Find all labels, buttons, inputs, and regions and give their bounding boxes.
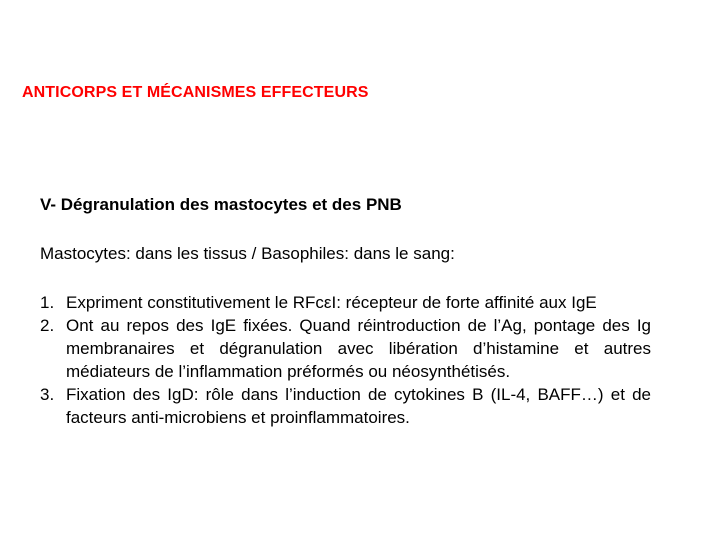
list-item-2 <box>40 314 651 383</box>
slide-title: ANTICORPS ET MÉCANISMES EFFECTEURS <box>22 84 369 101</box>
list-item-number: 3. <box>40 385 55 404</box>
list-item-3 <box>40 383 651 429</box>
list-item-text: Ont au repos des IgE fixées. Quand réintroduction de l’Ag, pontage des Ig membranaires et dégranulation avec libération d’histamine et autres médiateurs de l’inflammation préformés ou néosynthétisés. <box>66 316 651 381</box>
list-item-text: Fixation des IgD: rôle dans l’induction de cytokines B (IL-4, BAFF…) et de facteurs anti-microbiens et proinflammatoires. <box>66 385 651 427</box>
numbered-list <box>40 291 651 429</box>
section-heading: V- Dégranulation des mastocytes et des PNB <box>40 195 402 214</box>
list-item-number: 1. <box>40 293 55 312</box>
list-item-text: Expriment constitutivement le RFcεI: récepteur de forte affinité aux IgE <box>66 293 597 312</box>
intro-line: Mastocytes: dans les tissus / Basophiles: dans le sang: <box>40 244 455 263</box>
list-item-1 <box>40 291 651 314</box>
list-item-number: 2. <box>40 316 55 335</box>
